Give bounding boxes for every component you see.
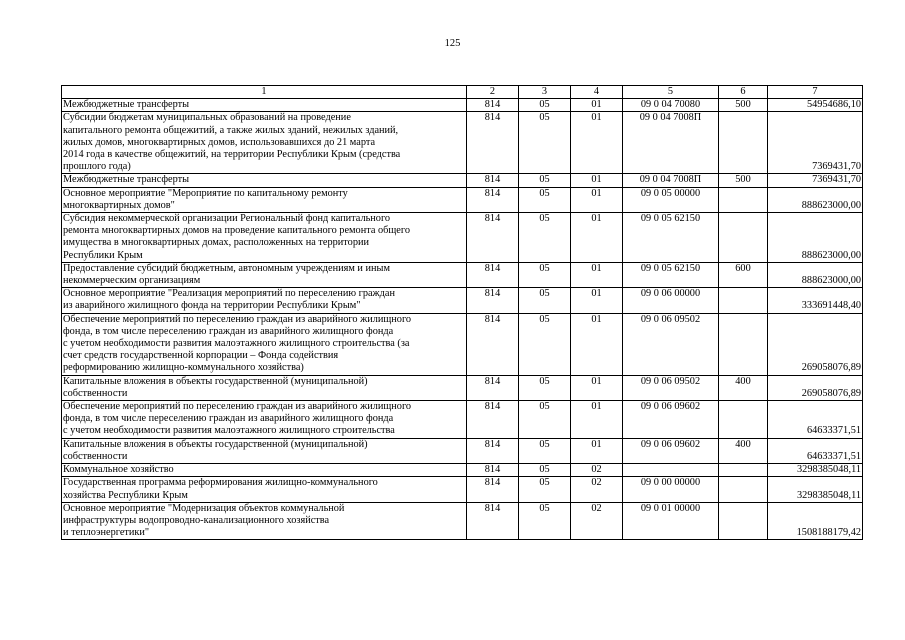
table-row [62, 438, 863, 463]
grbs-code-cell: 814 [467, 502, 519, 540]
amount-value: 3298385048,11 [797, 489, 861, 501]
amount-value: 64633371,51 [806, 450, 861, 462]
header-row [62, 86, 863, 99]
grbs-code-cell: 814 [467, 438, 519, 463]
row-name-cell: Капитальные вложения в объекты государственной (муниципальной) собственности [62, 438, 467, 463]
target-article-cell: 09 0 04 7008П [623, 112, 719, 174]
row-name-cell: Межбюджетные трансферты [62, 174, 467, 187]
row-name-cell: Обеспечение мероприятий по переселению граждан из аварийного жилищного фонда, в том числе переселению граждан из аварийного жилищного фонда с учетом необходимости развития малоэтажного жилищного строительства (за счет средств государственной корпорации – Фонда содействия реформированию жилищно-коммунального хозяйства) [62, 313, 467, 375]
section-code-cell: 05 [519, 313, 571, 375]
row-name-cell: Основное мероприятие "Мероприятие по капитальному ремонту многоквартирных домов" [62, 187, 467, 212]
amount-value: 7369431,70 [812, 174, 861, 186]
section-code-cell: 05 [519, 262, 571, 287]
grbs-code-cell: 814 [467, 174, 519, 187]
grbs-code-cell: 814 [467, 313, 519, 375]
target-article-cell: 09 0 00 00000 [623, 477, 719, 502]
amount-cell [768, 313, 863, 375]
amount-cell [768, 401, 863, 439]
target-article-cell: 09 0 06 09502 [623, 313, 719, 375]
row-name-cell: Субсидия некоммерческой организации Региональный фонд капитального ремонта многоквартирных домов на проведение капитального ремонта общего имущества в многоквартирных домах, расположенных на территории Республики Крым [62, 213, 467, 263]
table-row [62, 477, 863, 502]
expense-type-cell: 500 [719, 174, 768, 187]
subsection-code-cell: 02 [571, 464, 623, 477]
column-header: 5 [623, 86, 719, 99]
amount-cell [768, 174, 863, 187]
row-name-cell: Предоставление субсидий бюджетным, автономным учреждениям и иным некоммерческим организациям [62, 262, 467, 287]
expense-type-cell [719, 477, 768, 502]
subsection-code-cell: 01 [571, 288, 623, 313]
row-name-cell: Основное мероприятие "Модернизация объектов коммунальной инфраструктуры водопроводно-канализационного хозяйства и теплоэнергетики" [62, 502, 467, 540]
amount-cell [768, 375, 863, 400]
subsection-code-cell: 01 [571, 401, 623, 439]
amount-value: 888623000,00 [801, 249, 861, 261]
column-header: 7 [768, 86, 863, 99]
table-row [62, 313, 863, 375]
column-header: 2 [467, 86, 519, 99]
section-code-cell: 05 [519, 502, 571, 540]
grbs-code-cell: 814 [467, 401, 519, 439]
subsection-code-cell: 01 [571, 112, 623, 174]
target-article-cell [623, 464, 719, 477]
amount-cell [768, 477, 863, 502]
column-header: 4 [571, 86, 623, 99]
amount-value: 269058076,89 [801, 362, 861, 374]
grbs-code-cell: 814 [467, 288, 519, 313]
grbs-code-cell: 814 [467, 213, 519, 263]
amount-value: 1508188179,42 [796, 527, 861, 539]
grbs-code-cell: 814 [467, 375, 519, 400]
column-header: 3 [519, 86, 571, 99]
subsection-code-cell: 01 [571, 438, 623, 463]
amount-cell [768, 262, 863, 287]
table-row [62, 288, 863, 313]
amount-cell [768, 112, 863, 174]
section-code-cell: 05 [519, 401, 571, 439]
subsection-code-cell: 01 [571, 187, 623, 212]
table-row [62, 174, 863, 187]
subsection-code-cell: 01 [571, 174, 623, 187]
amount-value: 333691448,40 [801, 300, 861, 312]
expense-type-cell: 400 [719, 438, 768, 463]
target-article-cell: 09 0 04 70080 [623, 99, 719, 112]
target-article-cell: 09 0 06 09502 [623, 375, 719, 400]
grbs-code-cell: 814 [467, 262, 519, 287]
amount-cell [768, 187, 863, 212]
table-row [62, 375, 863, 400]
row-name-cell: Обеспечение мероприятий по переселению граждан из аварийного жилищного фонда, в том числе переселению граждан из аварийного жилищного фонда с учетом необходимости развития малоэтажного жилищного строительства [62, 401, 467, 439]
expense-type-cell [719, 401, 768, 439]
grbs-code-cell: 814 [467, 464, 519, 477]
row-name-cell: Коммунальное хозяйство [62, 464, 467, 477]
table-row [62, 99, 863, 112]
target-article-cell: 09 0 05 62150 [623, 262, 719, 287]
subsection-code-cell: 02 [571, 477, 623, 502]
amount-value: 3298385048,11 [797, 464, 861, 476]
expense-type-cell [719, 464, 768, 477]
section-code-cell: 05 [519, 438, 571, 463]
amount-value: 64633371,51 [806, 425, 861, 437]
target-article-cell: 09 0 06 09602 [623, 401, 719, 439]
budget-table [61, 85, 863, 540]
target-article-cell: 09 0 04 7008П [623, 174, 719, 187]
target-article-cell: 09 0 01 00000 [623, 502, 719, 540]
amount-cell [768, 464, 863, 477]
table-row [62, 401, 863, 439]
expense-type-cell: 500 [719, 99, 768, 112]
expense-type-cell [719, 112, 768, 174]
amount-value: 54954686,10 [806, 99, 861, 111]
row-name-cell: Государственная программа реформирования жилищно-коммунального хозяйства Республики Крым [62, 477, 467, 502]
subsection-code-cell: 02 [571, 502, 623, 540]
table-row [62, 187, 863, 212]
section-code-cell: 05 [519, 477, 571, 502]
row-name-cell: Субсидии бюджетам муниципальных образований на проведение капитального ремонта общежитий, а также жилых зданий, нежилых зданий, жилых домов, многоквартирных домов, использовавшихся до 21 марта 2014 года в качестве общежитий, на территории Республики Крым (средства прошлого года) [62, 112, 467, 174]
grbs-code-cell: 814 [467, 112, 519, 174]
subsection-code-cell: 01 [571, 213, 623, 263]
amount-value: 888623000,00 [801, 199, 861, 211]
amount-cell [768, 99, 863, 112]
target-article-cell: 09 0 05 62150 [623, 213, 719, 263]
section-code-cell: 05 [519, 464, 571, 477]
table-row [62, 262, 863, 287]
table-row [62, 112, 863, 174]
target-article-cell: 09 0 05 00000 [623, 187, 719, 212]
row-name-cell: Межбюджетные трансферты [62, 99, 467, 112]
subsection-code-cell: 01 [571, 262, 623, 287]
amount-value: 269058076,89 [801, 387, 861, 399]
table-row [62, 213, 863, 263]
grbs-code-cell: 814 [467, 477, 519, 502]
amount-value: 7369431,70 [812, 161, 861, 173]
section-code-cell: 05 [519, 288, 571, 313]
expense-type-cell [719, 502, 768, 540]
section-code-cell: 05 [519, 174, 571, 187]
grbs-code-cell: 814 [467, 187, 519, 212]
row-name-cell: Капитальные вложения в объекты государственной (муниципальной) собственности [62, 375, 467, 400]
amount-cell [768, 438, 863, 463]
expense-type-cell: 600 [719, 262, 768, 287]
amount-cell [768, 288, 863, 313]
expense-type-cell [719, 313, 768, 375]
row-name-cell: Основное мероприятие "Реализация мероприятий по переселению граждан из аварийного жилищного фонда на территории Республики Крым" [62, 288, 467, 313]
expense-type-cell [719, 288, 768, 313]
column-header: 6 [719, 86, 768, 99]
section-code-cell: 05 [519, 99, 571, 112]
column-header: 1 [62, 86, 467, 99]
amount-cell [768, 213, 863, 263]
section-code-cell: 05 [519, 112, 571, 174]
page-number: 125 [444, 38, 461, 49]
section-code-cell: 05 [519, 213, 571, 263]
section-code-cell: 05 [519, 375, 571, 400]
table-row [62, 464, 863, 477]
expense-type-cell: 400 [719, 375, 768, 400]
expense-type-cell [719, 213, 768, 263]
subsection-code-cell: 01 [571, 99, 623, 112]
amount-value: 888623000,00 [801, 275, 861, 287]
target-article-cell: 09 0 06 00000 [623, 288, 719, 313]
grbs-code-cell: 814 [467, 99, 519, 112]
expense-type-cell [719, 187, 768, 212]
subsection-code-cell: 01 [571, 313, 623, 375]
amount-cell [768, 502, 863, 540]
section-code-cell: 05 [519, 187, 571, 212]
table-row [62, 502, 863, 540]
target-article-cell: 09 0 06 09602 [623, 438, 719, 463]
subsection-code-cell: 01 [571, 375, 623, 400]
